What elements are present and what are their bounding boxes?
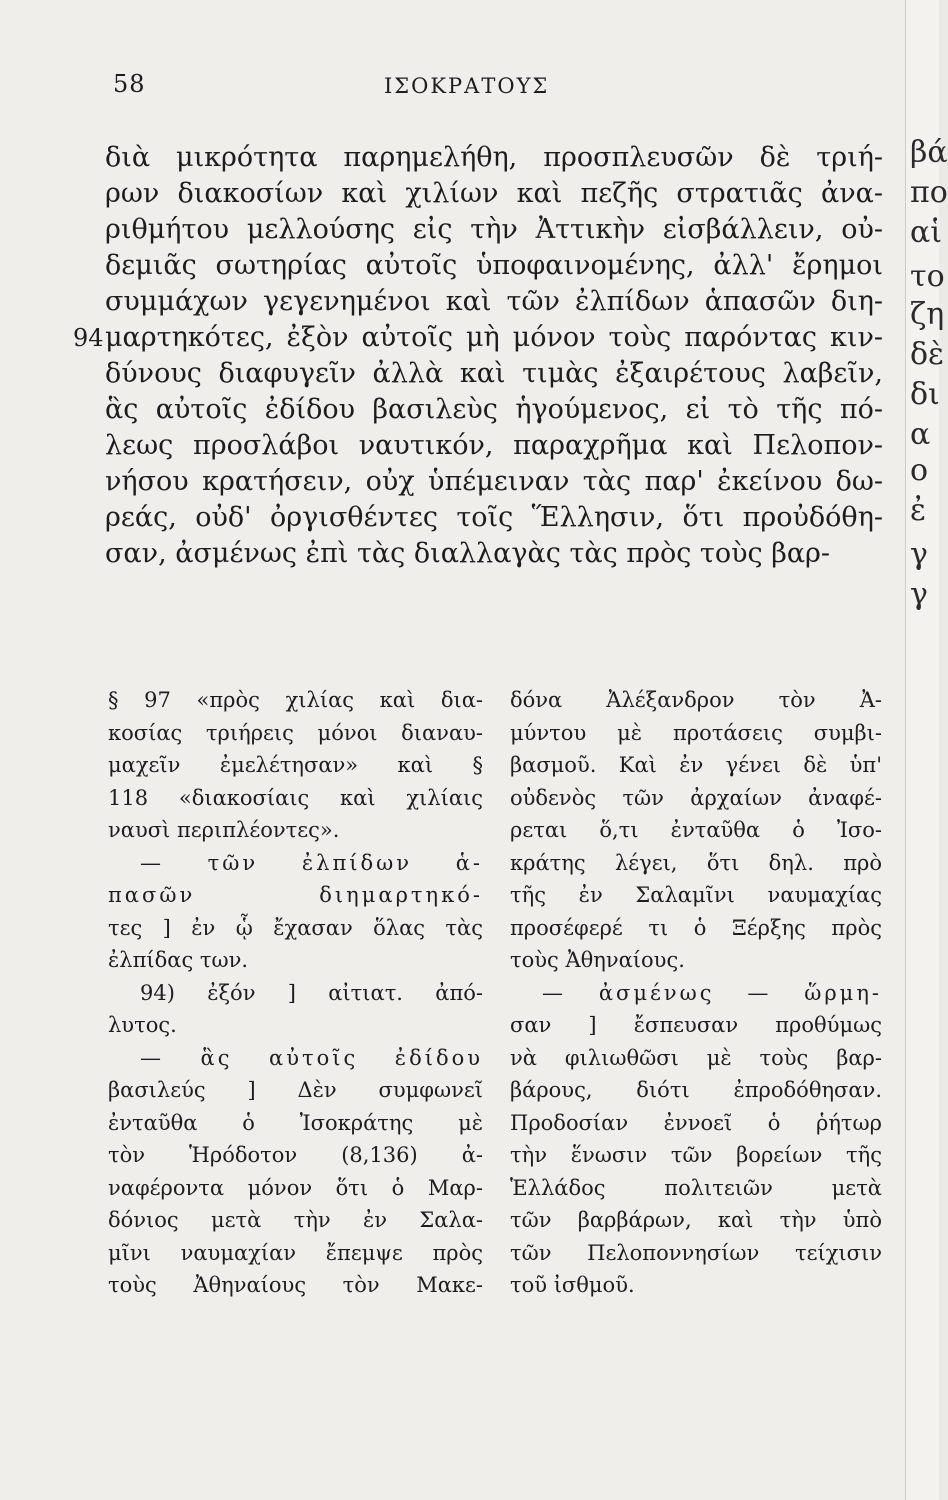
text-line: ριθμήτου μελλούσης εἰς τὴν Ἀττικὴν εἰσβάλλειν, οὐ- xyxy=(105,214,883,245)
note-line: — τῶν ἐλπίδων ἁ- xyxy=(140,850,483,875)
note-line: ἐνταῦθα ὁ Ἰσοκράτης μὲ xyxy=(108,1110,483,1135)
text-line: ρων διακοσίων καὶ χιλίων καὶ πεζῆς στρατιᾶς ἀνα- xyxy=(105,178,883,209)
edge-fragment: γ xyxy=(910,537,928,572)
running-head: ΙΣΟΚΡΑΤΟΥΣ xyxy=(384,74,550,98)
text-line: συμμάχων γεγενημένοι καὶ τῶν ἐλπίδων ἁπασῶν διη- xyxy=(105,286,883,317)
text-line: δεμιᾶς σωτηρίας αὐτοῖς ὑποφαινομένης, ἀλλ' ἔρημοι xyxy=(105,250,883,281)
note-line: — ἃς αὐτοῖς ἐδίδου xyxy=(140,1045,483,1070)
note-line: τες ] ἐν ᾧ ἔχασαν ὅλας τὰς xyxy=(108,915,483,940)
note-line: μαχεῖν ἐμελέτησαν» καὶ § xyxy=(108,753,483,777)
note-line: οὐδενὸς τῶν ἀρχαίων ἀναφέ- xyxy=(510,785,882,810)
note-line: μῖνι ναυμαχίαν ἔπεμψε πρὸς xyxy=(108,1240,483,1265)
text-line: σαν, ἀσμένως ἐπὶ τὰς διαλλαγὰς τὰς πρὸς τοὺς βαρ- xyxy=(105,538,831,569)
edge-fragment: ο xyxy=(910,453,929,488)
note-line: Προδοσίαν ἐννοεῖ ὁ ῥήτωρ xyxy=(510,1110,882,1135)
note-line: 118 «διακοσίαις καὶ χιλίαις xyxy=(108,785,483,810)
note-line: ρεται ὅ,τι ἐνταῦθα ὁ Ἰσο- xyxy=(510,818,882,842)
note-line: ναφέροντα μόνον ὅτι ὁ Μαρ- xyxy=(108,1175,483,1200)
note-line: νὰ φιλιωθῶσι μὲ τοὺς βαρ- xyxy=(510,1045,882,1070)
edge-fragment: το xyxy=(910,259,945,294)
note-line: τῶν βαρβάρων, καὶ τὴν ὑπὸ xyxy=(510,1208,882,1232)
note-line: βασιλεύς ] Δὲν συμφωνεῖ xyxy=(108,1078,483,1102)
commentary-left-column xyxy=(108,684,483,1302)
section-marker: 94 xyxy=(73,324,104,352)
text-line-with-marker xyxy=(73,320,883,356)
note-line: κράτης λέγει, ὅτι δηλ. πρὸ xyxy=(510,850,882,875)
edge-fragment: βά xyxy=(910,135,948,170)
note-line: τοῦ ἰσθμοῦ. xyxy=(510,1273,635,1297)
text-line: διὰ μικρότητα παρημελήθη, προσπλευσῶν δὲ τριή- xyxy=(105,142,883,173)
note-line: δόνα Ἀλέξανδρον τὸν Ἀ- xyxy=(510,688,882,712)
text-line: ρεάς, οὐδ' ὀργισθέντες τοῖς Ἕλλησιν, ὅτι προὐδόθη- xyxy=(105,502,883,533)
text-line: νήσου κρατήσειν, οὐχ ὑπέμειναν τὰς παρ' ἐκείνου δω- xyxy=(105,466,883,497)
note-line: 94) ἐξόν ] αἰτιατ. ἀπό- xyxy=(140,980,483,1005)
note-line: προσέφερέ τι ὁ Ξέρξης πρὸς xyxy=(510,915,882,940)
note-line: βάρους, διότι ἐπροδόθησαν. xyxy=(510,1078,882,1102)
note-line: ναυσὶ περιπλέοντες». xyxy=(108,818,340,842)
note-line: — ἀσμένως — ὥρμη- xyxy=(542,980,882,1005)
edge-fragment: αἱ xyxy=(910,215,943,250)
note-line: τὸν Ἡρόδοτον (8,136) ἀ- xyxy=(108,1143,483,1167)
note-line: τὴν ἕνωσιν τῶν βορείων τῆς xyxy=(510,1143,882,1167)
note-line: § 97 «πρὸς χιλίας καὶ δια- xyxy=(108,688,483,712)
page-number: 58 xyxy=(113,70,146,98)
edge-fragment: δι xyxy=(910,377,940,412)
note-line: δόνιος μετὰ τὴν ἐν Σαλα- xyxy=(108,1208,483,1232)
commentary-right-column xyxy=(510,684,882,1302)
edge-fragment: ἐ xyxy=(910,493,927,528)
note-line: τῆς ἐν Σαλαμῖνι ναυμαχίας xyxy=(510,883,882,907)
edge-fragment: γ xyxy=(910,577,928,612)
note-line: λυτος. xyxy=(108,1013,177,1037)
text-line: μαρτηκότες, ἐξὸν αὐτοῖς μὴ μόνον τοὺς παρόντας κιν- xyxy=(105,322,883,353)
note-line: τῶν Πελοποννησίων τείχισιν xyxy=(510,1240,882,1265)
text-line: δύνους διαφυγεῖν ἀλλὰ καὶ τιμὰς ἐξαιρέτους λαβεῖν, xyxy=(105,358,883,389)
note-line: ἐλπίδας των. xyxy=(108,948,249,972)
note-line: πασῶν διημαρτηκό- xyxy=(108,883,483,907)
text-line: ἃς αὐτοῖς ἐδίδου βασιλεὺς ἡγούμενος, εἰ τὸ τῆς πό- xyxy=(105,394,883,425)
edge-fragment: α xyxy=(910,417,931,452)
facing-page-edge xyxy=(905,0,948,1500)
note-line: μύντου μὲ προτάσεις συμβι- xyxy=(510,720,882,745)
edge-fragment: δὲ xyxy=(910,337,945,372)
note-line: κοσίας τριήρεις μόνοι διαναυ- xyxy=(108,720,483,745)
note-line: σαν ] ἔσπευσαν προθύμως xyxy=(510,1013,882,1037)
text-line: λεως προσλάβοι ναυτικόν, παραχρῆμα καὶ Πελοπον- xyxy=(105,430,883,461)
main-text xyxy=(73,140,883,572)
note-line: τοὺς Ἀθηναίους τὸν Μακε- xyxy=(108,1273,483,1297)
edge-fragment: πο xyxy=(910,175,948,210)
note-line: τοὺς Ἀθηναίους. xyxy=(510,948,685,972)
edge-fragment: ζη xyxy=(910,297,945,332)
note-line: βασμοῦ. Καὶ ἐν γένει δὲ ὑπ' xyxy=(510,753,882,777)
note-line: Ἑλλάδος πολιτειῶν μετὰ xyxy=(510,1175,882,1200)
